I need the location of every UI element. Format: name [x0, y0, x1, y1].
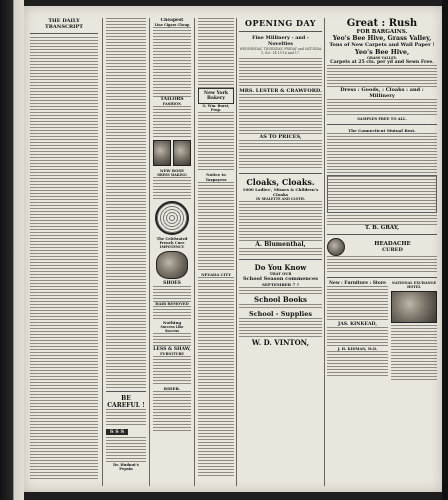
- ad-text: [153, 333, 191, 347]
- ad-rider-title: RIDER.: [163, 386, 181, 391]
- ad-text: [239, 304, 322, 310]
- ad-text: [327, 327, 388, 347]
- article-text: [106, 18, 146, 388]
- column-rule: [149, 18, 150, 486]
- bee-hive-heading-2: Yeo's Bee Hive,: [354, 48, 410, 56]
- paper-name: THE DAILY TRANSCRIPT: [45, 18, 83, 30]
- ad-less-shaw-title: LESS & SHAW,: [153, 347, 191, 352]
- that-our: THAT OUR: [269, 271, 292, 276]
- school-date: SEPTEMBER 7 ?: [261, 281, 300, 287]
- column-rule: [324, 18, 325, 486]
- portrait-illustration: [327, 238, 345, 256]
- ad-text: [198, 18, 234, 88]
- ad-tailors-title: TAILORS: [160, 97, 184, 102]
- ad-text: [198, 277, 234, 477]
- do-you-know: Do You Know: [254, 262, 307, 272]
- dress-goods: Dress : Goods, : Cloaks : and : Millinery: [340, 87, 424, 99]
- as-to-prices: AS TO PRICES,: [259, 133, 302, 140]
- portrait-illustration: [153, 140, 171, 166]
- notice-text: [198, 182, 234, 272]
- ad-rose-sub: DRESS MAKING: [157, 173, 187, 177]
- ad-text: [327, 286, 388, 322]
- scan-border: [442, 0, 448, 500]
- new-york-bakery-title: New York Bakery: [198, 88, 234, 104]
- hotel-illustration: [391, 291, 437, 323]
- lester-crawford: MRS. LESTER & CRAWFORD.: [239, 87, 322, 94]
- ad-text: [327, 256, 437, 274]
- blumenthal: A. Blumenthal,: [255, 240, 306, 248]
- cloaks-subheading-2: IN SEALETTE AND CLOTH.: [256, 196, 305, 201]
- ad-text: [327, 215, 437, 225]
- ad-text: [153, 391, 191, 431]
- ad-text: [153, 356, 191, 386]
- school-books: School Books: [254, 294, 307, 304]
- column-news-2: [106, 18, 146, 486]
- ad-text: [153, 306, 191, 320]
- ad-nothing-sub: Success Like Success: [160, 325, 184, 333]
- ad-text: [153, 27, 191, 97]
- ad-nothing-title: Nothing: [162, 320, 182, 325]
- ad-text: [106, 437, 146, 463]
- ad-text: [327, 133, 437, 173]
- ad-text: [239, 318, 322, 338]
- ad-text: [239, 58, 322, 88]
- article-text: [30, 37, 98, 481]
- ad-text: [153, 106, 191, 138]
- school-session: School Season commences: [243, 275, 318, 282]
- national-exchange-hotel: NATIONAL EXCHANGE HOTEL: [391, 281, 437, 289]
- opening-day-heading: OPENING DAY: [244, 18, 317, 28]
- cloaks-subheading: 1000 Ladies', Misses & Children's Cloaks: [242, 186, 319, 197]
- great-rush-heading: Great : Rush: [346, 18, 418, 29]
- notice-taxpayers: Notice to Taxpayers: [205, 172, 227, 182]
- millinery-heading: Fine Millinery - and - Novelties: [252, 35, 309, 47]
- bee-hive-heading: Yeo's Bee Hive, Grass Valley,: [332, 35, 432, 42]
- be-careful-heading: BE CAREFUL !: [107, 395, 145, 409]
- sss-badge: S S S: [106, 429, 128, 435]
- hudnut-heading: Dr. Hudnut's Pepsin: [113, 463, 139, 471]
- column-news-1: [30, 18, 98, 486]
- column-rule: [236, 18, 237, 486]
- ti-gray: T. B. GRAY,: [364, 225, 400, 231]
- school-supplies: School - Supplies: [249, 309, 312, 318]
- for-bargains: FOR BARGAINS.: [356, 29, 408, 35]
- newspaper-page: [24, 6, 442, 492]
- kinkead: JAS. KINKEAD,: [338, 322, 377, 327]
- ad-text: [239, 140, 322, 170]
- ad-french-cure-title: The Celebrated French Cure: [156, 237, 188, 245]
- ad-text: [106, 409, 146, 427]
- rates-table: [327, 175, 437, 213]
- ad-text: [239, 287, 322, 295]
- ad-shoes-title: SHOES: [163, 281, 181, 286]
- flower-illustration: [156, 251, 188, 279]
- ad-text: [239, 94, 322, 134]
- nevada-city-head: NEVADA CITY: [201, 272, 231, 277]
- ad-text: [327, 99, 437, 117]
- ad-tailors-sub: FASHION: [162, 102, 182, 106]
- opening-dates: WEDNESDAY, THURSDAY, FRIDAY and SATURDAY, Oct. 14-15-16 and 17.: [239, 47, 322, 56]
- column-ads-4: [198, 18, 234, 486]
- ad-text: [239, 248, 322, 256]
- binding-edge: [0, 0, 24, 500]
- column-rule: [102, 18, 103, 486]
- carpets-offer: Carpets at 25 cts. per yd and Sewn Free.: [330, 60, 434, 65]
- new-carpets: Tons of New Carpets and Wall Paper !: [329, 42, 435, 48]
- cured-heading: CURED: [382, 247, 403, 253]
- ad-text: [198, 112, 234, 172]
- ad-rose-title: NEW ROSE: [159, 168, 185, 173]
- tree-seal-illustration: [155, 201, 189, 235]
- column-ads-6: [327, 18, 437, 486]
- kidman: J. H. KIDMAN, M.D.: [337, 347, 378, 351]
- grass-valley: GRASS VALLEY.: [367, 56, 397, 60]
- new-york-bakery-prop: G. Wm. Burst, Prop.: [202, 104, 230, 112]
- cloaks-heading: Cloaks, Cloaks.: [246, 176, 315, 187]
- new-furniture-store: New : Furniture : Store: [329, 281, 386, 286]
- headache-heading: HEADACHE: [374, 241, 411, 247]
- ad-text: [327, 351, 388, 377]
- samples-free: SAMPLES FREE TO ALL.: [357, 117, 407, 121]
- ad-text: [153, 177, 191, 199]
- vinton: W. D. VINTON,: [251, 337, 310, 347]
- portrait-illustration: [173, 140, 191, 166]
- ad-text: [327, 65, 437, 87]
- ad-cheapest-sub: Line Cigars Cheap: [154, 23, 190, 27]
- mutual-head: The Connecticut Mutual Rest.: [348, 128, 416, 133]
- ad-french-cure-sub: IMPOTENCY: [159, 245, 185, 249]
- column-ads-5: [239, 18, 322, 486]
- column-ads-3: [153, 18, 191, 486]
- ad-hair-title: HAIR REMOVED: [155, 302, 189, 306]
- ad-cheapest-title: Cheapest: [160, 18, 184, 23]
- column-rule: [194, 18, 195, 486]
- ad-less-shaw-sub: FURNITURE: [160, 352, 184, 356]
- ad-text: [239, 201, 322, 241]
- ad-text: [391, 325, 437, 381]
- ad-text: [153, 286, 191, 302]
